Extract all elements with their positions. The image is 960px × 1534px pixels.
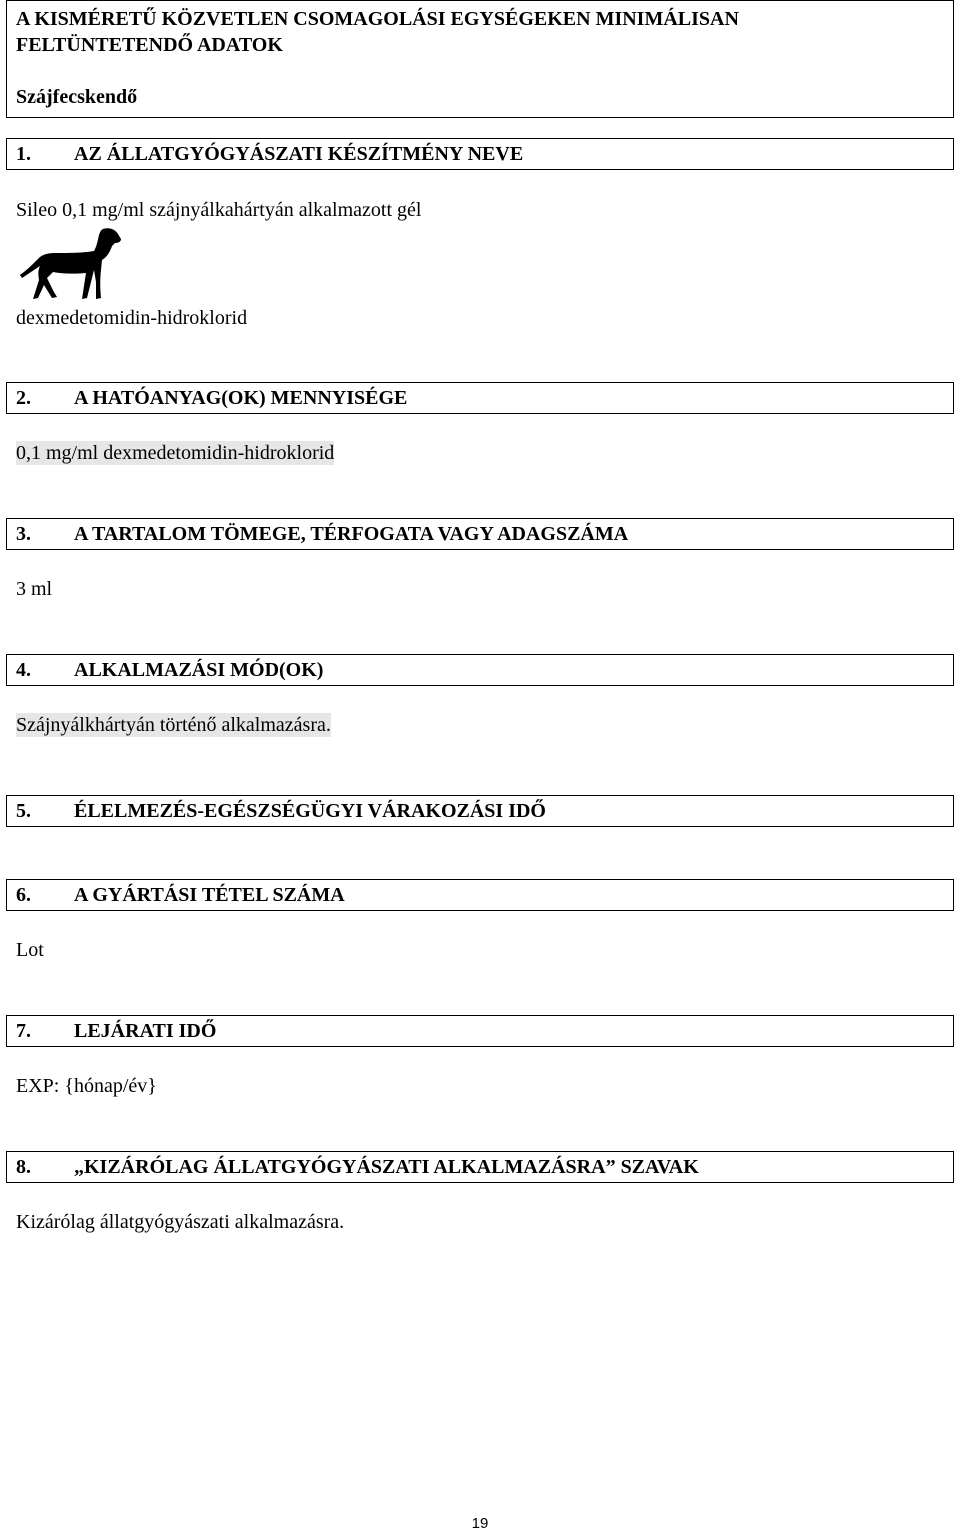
section-2-title: A HATÓANYAG(OK) MENNYISÉGE [74,387,408,409]
dog-icon [17,226,121,300]
section-3-title: A TARTALOM TÖMEGE, TÉRFOGATA VAGY ADAGSZÁMA [74,523,629,545]
section-8-header [6,1151,954,1183]
document-subtitle: Szájfecskendő [16,86,138,108]
section-4-title: ALKALMAZÁSI MÓD(OK) [74,659,324,681]
section-6-number: 6. [16,884,31,906]
section-8-number: 8. [16,1156,31,1178]
page-number: 19 [471,1515,489,1532]
section-8-title: „KIZÁRÓLAG ÁLLATGYÓGYÁSZATI ALKALMAZÁSRA” SZAVAK [74,1156,699,1178]
section-7-title: LEJÁRATI IDŐ [74,1020,217,1042]
section-6-header [6,879,954,911]
section-2-number: 2. [16,387,31,409]
section-2-header [6,382,954,414]
section-4-content: Szájnyálkhártyán történő alkalmazásra. [16,714,331,736]
section-5-number: 5. [16,800,31,822]
section-4-header [6,654,954,686]
section-2-content: 0,1 mg/ml dexmedetomidin-hidroklorid [16,442,335,464]
section-3-content: 3 ml [16,578,53,600]
section-3-number: 3. [16,523,31,545]
section-1-active-substance: dexmedetomidin-hidroklorid [16,307,248,329]
section-1-title: AZ ÁLLATGYÓGYÁSZATI KÉSZÍTMÉNY NEVE [74,143,524,165]
section-1-product-name: Sileo 0,1 mg/ml szájnyálkahártyán alkalmazott gél [16,199,422,221]
section-7-content: EXP: {hónap/év} [16,1075,157,1097]
section-5-header [6,795,954,827]
section-7-header [6,1015,954,1047]
section-6-title: A GYÁRTÁSI TÉTEL SZÁMA [74,884,345,906]
section-5-title: ÉLELMEZÉS-EGÉSZSÉGÜGYI VÁRAKOZÁSI IDŐ [74,800,546,822]
section-6-content: Lot [16,939,44,961]
section-7-number: 7. [16,1020,31,1042]
document-title: A KISMÉRETŰ KÖZVETLEN CSOMAGOLÁSI EGYSÉGEKEN MINIMÁLISAN FELTÜNTETENDŐ ADATOK [16,8,739,56]
section-4-number: 4. [16,659,31,681]
section-3-header [6,518,954,550]
header-box [6,0,954,118]
section-8-content: Kizárólag állatgyógyászati alkalmazásra. [16,1211,345,1233]
section-1-number: 1. [16,143,31,165]
section-1-header [6,138,954,170]
